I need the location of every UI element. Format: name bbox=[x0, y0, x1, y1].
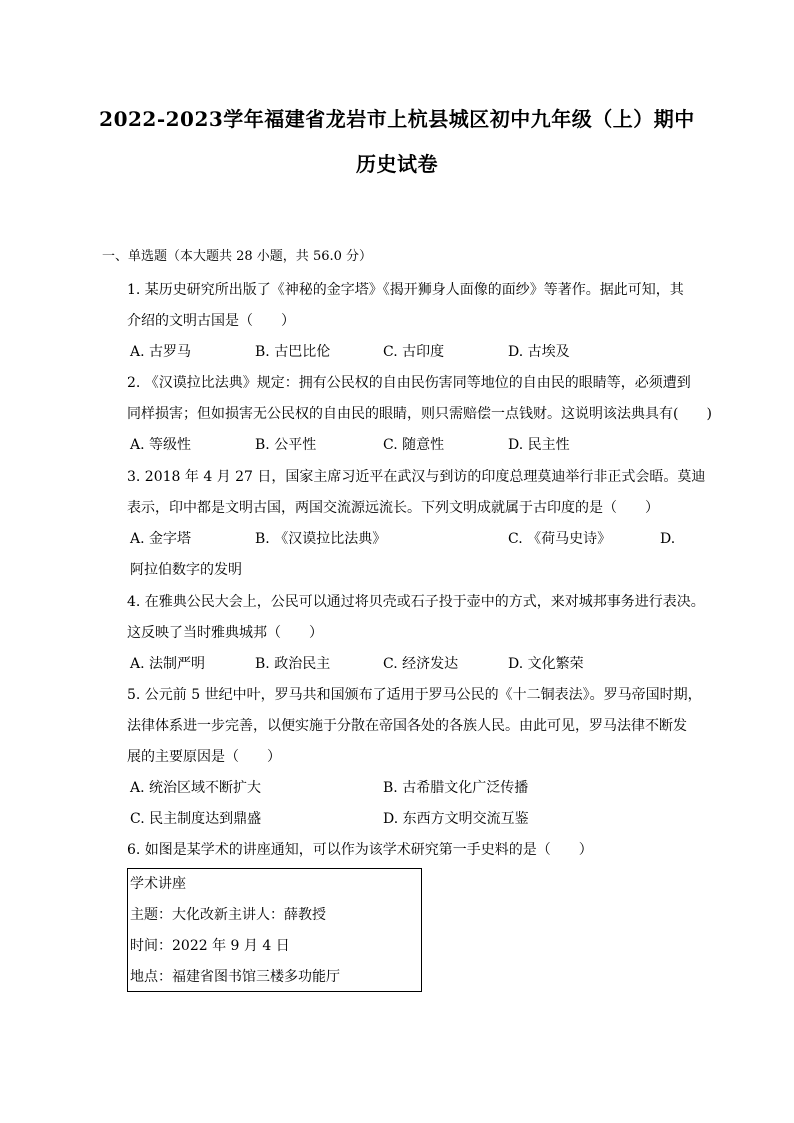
option-a[interactable]: A. 等级性 bbox=[130, 437, 192, 453]
question-text: 4. 在雅典公民大会上，公民可以通过将贝壳或石子投于壶中的方式，来对城邦事务进行表决。 bbox=[127, 594, 705, 610]
notice-heading: 学术讲座 bbox=[130, 876, 186, 892]
question-text: 表示，印中都是文明古国，两国交流源远流长。下列文明成就属于古印度的是（ ） bbox=[127, 500, 659, 516]
section-heading: 一、单选题（本大题共 28 小题，共 56.0 分） bbox=[102, 249, 373, 264]
option-a[interactable]: A. 法制严明 bbox=[130, 656, 206, 672]
option-d[interactable]: D. 民主性 bbox=[508, 437, 570, 453]
option-c[interactable]: C. 经济发达 bbox=[383, 656, 459, 672]
option-c[interactable]: C. 民主制度达到鼎盛 bbox=[130, 811, 262, 827]
option-b[interactable]: B. 古希腊文化广泛传播 bbox=[383, 780, 529, 796]
option-a[interactable]: A. 统治区域不断扩大 bbox=[130, 780, 262, 796]
option-d[interactable]: D. 东西方文明交流互鉴 bbox=[383, 811, 529, 827]
question-text: 2. 《汉谟拉比法典》规定：拥有公民权的自由民伤害同等地位的自由民的眼睛等，必须遭到 bbox=[127, 375, 691, 391]
exam-title-line-1: 2022-2023学年福建省龙岩市上杭县城区初中九年级（上）期中 bbox=[99, 107, 695, 131]
question-text: 法律体系进一步完善，以便实施于分散在帝国各处的各族人民。由此可见，罗马法律不断发 bbox=[127, 718, 687, 734]
option-b[interactable]: B. 公平性 bbox=[255, 437, 317, 453]
notice-time: 时间：2022 年 9 月 4 日 bbox=[130, 938, 290, 954]
question-text: 1. 某历史研究所出版了《神秘的金字塔》《揭开狮身人面像的面纱》等著作。据此可知，其 bbox=[127, 282, 684, 298]
notice-topic: 主题：大化改新主讲人：薛教授 bbox=[130, 907, 326, 923]
question-text: 这反映了当时雅典城邦（ ） bbox=[127, 625, 323, 641]
question-text: 同样损害；但如损害无公民权的自由民的眼睛，则只需赔偿一点钱财。这说明该法典具有( ) bbox=[127, 406, 712, 422]
option-b[interactable]: B. 《汉谟拉比法典》 bbox=[255, 531, 387, 547]
notice-place: 地点：福建省图书馆三楼多功能厅 bbox=[130, 969, 340, 985]
exam-title-line-2: 历史试卷 bbox=[356, 152, 438, 176]
option-d-label[interactable]: D. bbox=[660, 531, 676, 547]
question-text: 介绍的文明古国是（ ） bbox=[127, 313, 295, 329]
question-text: 6. 如图是某学术的讲座通知，可以作为该学术研究第一手史料的是（ ） bbox=[127, 842, 593, 858]
option-a[interactable]: A. 金字塔 bbox=[130, 531, 192, 547]
option-b[interactable]: B. 古巴比伦 bbox=[255, 344, 331, 360]
option-c[interactable]: C. 随意性 bbox=[383, 437, 445, 453]
option-b[interactable]: B. 政治民主 bbox=[255, 656, 331, 672]
option-c[interactable]: C. 古印度 bbox=[383, 344, 445, 360]
option-d[interactable]: 阿拉伯数字的发明 bbox=[130, 562, 242, 578]
option-d[interactable]: D. 古埃及 bbox=[508, 344, 570, 360]
lecture-notice-box bbox=[127, 868, 422, 992]
question-text: 3. 2018 年 4 月 27 日，国家主席习近平在武汉与到访的印度总理莫迪举行非正式会晤。莫迪 bbox=[127, 469, 706, 485]
option-d[interactable]: D. 文化繁荣 bbox=[508, 656, 584, 672]
option-c[interactable]: C. 《荷马史诗》 bbox=[508, 531, 612, 547]
question-text: 5. 公元前 5 世纪中叶，罗马共和国颁布了适用于罗马公民的《十二铜表法》。罗马帝国时期， bbox=[127, 687, 702, 703]
option-a[interactable]: A. 古罗马 bbox=[130, 344, 192, 360]
question-text: 展的主要原因是（ ） bbox=[127, 749, 281, 765]
